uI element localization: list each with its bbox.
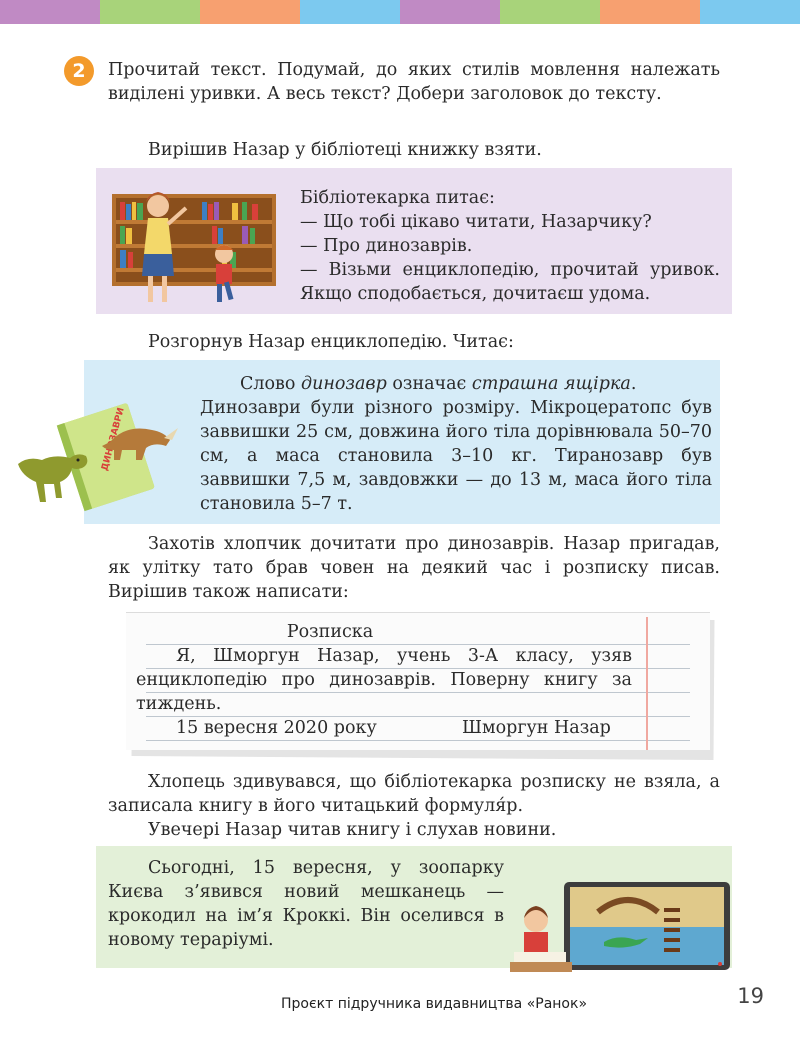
- scallop-edge: [84, 356, 720, 364]
- receipt-signature: Шморгун Назар: [462, 718, 611, 738]
- excerpt-word: означає: [386, 374, 472, 394]
- dialog-line: — Про динозаврів.: [300, 236, 473, 256]
- paragraph-librarian-form: Хлопець здивувався, що бібліотекарка розписку не взяла, а записала книгу в його читацький формуля́р.: [108, 772, 720, 816]
- dialog-line: Бібліотекарка питає:: [300, 188, 495, 208]
- task-instruction: Прочитай текст. Подумай, до яких стилів мовлення належать виділені уривки. А весь текст? Добери заголовок до тексту.: [108, 60, 720, 104]
- excerpt-term: страшна ящірка: [471, 374, 631, 394]
- publisher-footer: Проєкт підручника видавництва «Ранок»: [280, 996, 588, 1012]
- excerpt-word: Слово: [240, 374, 301, 394]
- library-dialog-text: [300, 186, 720, 306]
- excerpt-body: Динозаври були різного розміру. Мікроцератопс був заввишки 25 см, довжина його тіла дорівнювала 50–70 см, а маса становила 3–10 кг. Тиранозавр був заввишки 7,5 м, завдовжки — до 13 м, маса його тіла становила 5–7 т.: [200, 398, 712, 514]
- scallop-edge: [96, 164, 732, 172]
- excerpt-word: .: [630, 374, 637, 394]
- top-color-stripe: [0, 0, 800, 24]
- stripe-segment: [500, 0, 600, 24]
- paragraph-evening-news: Увечері Назар читав книгу і слухав новини.: [148, 820, 557, 840]
- scallop-edge: [96, 842, 732, 850]
- dinosaur-book-illustration: [14, 398, 184, 520]
- dialog-line: — Візьми енциклопедію, прочитай уривок. Якщо сподобається, дочитаєш удома.: [300, 260, 720, 304]
- stripe-segment: [0, 0, 100, 24]
- excerpt-term: динозавр: [301, 374, 387, 394]
- margin-line: [646, 617, 648, 750]
- library-illustration: [102, 176, 282, 310]
- encyclopedia-excerpt-text: [200, 372, 712, 516]
- paragraph-decided-to-write: Захотів хлопчик дочитати про динозаврів. Назар пригадав, як улітку тато брав човен на деякий час і розписку писав. Вирішив також написати:: [108, 534, 720, 602]
- excerpt-first-line: [200, 372, 712, 396]
- receipt-date: 15 вересня 2020 року: [176, 718, 377, 738]
- paragraph-library-visit: Вирішив Назар у бібліотеці книжку взяти.: [148, 140, 542, 160]
- receipt-title: Розписка: [286, 622, 374, 642]
- stripe-segment: [200, 0, 300, 24]
- news-text: Сьогодні, 15 вересня, у зоопарку Києва з’явився новий мешканець — крокодил на ім’я Кроккі. Він оселився в новому тераріумі.: [108, 858, 504, 950]
- stripe-segment: [600, 0, 700, 24]
- paragraph-opened-encyclopedia: Розгорнув Назар енциклопедію. Читає:: [148, 332, 514, 352]
- page-number: 19: [737, 984, 764, 1008]
- dialog-line: — Що тобі цікаво читати, Назарчику?: [300, 212, 652, 232]
- stripe-segment: [700, 0, 800, 24]
- stripe-segment: [100, 0, 200, 24]
- receipt-body: Я, Шморгун Назар, учень 3-А класу, узяв енциклопедію про динозаврів. Поверну книгу за тиждень.: [136, 646, 632, 714]
- task-number-badge: 2: [64, 56, 94, 86]
- stripe-segment: [300, 0, 400, 24]
- tv-news-illustration: [508, 878, 734, 974]
- stripe-segment: [400, 0, 500, 24]
- ruled-line: [146, 740, 690, 741]
